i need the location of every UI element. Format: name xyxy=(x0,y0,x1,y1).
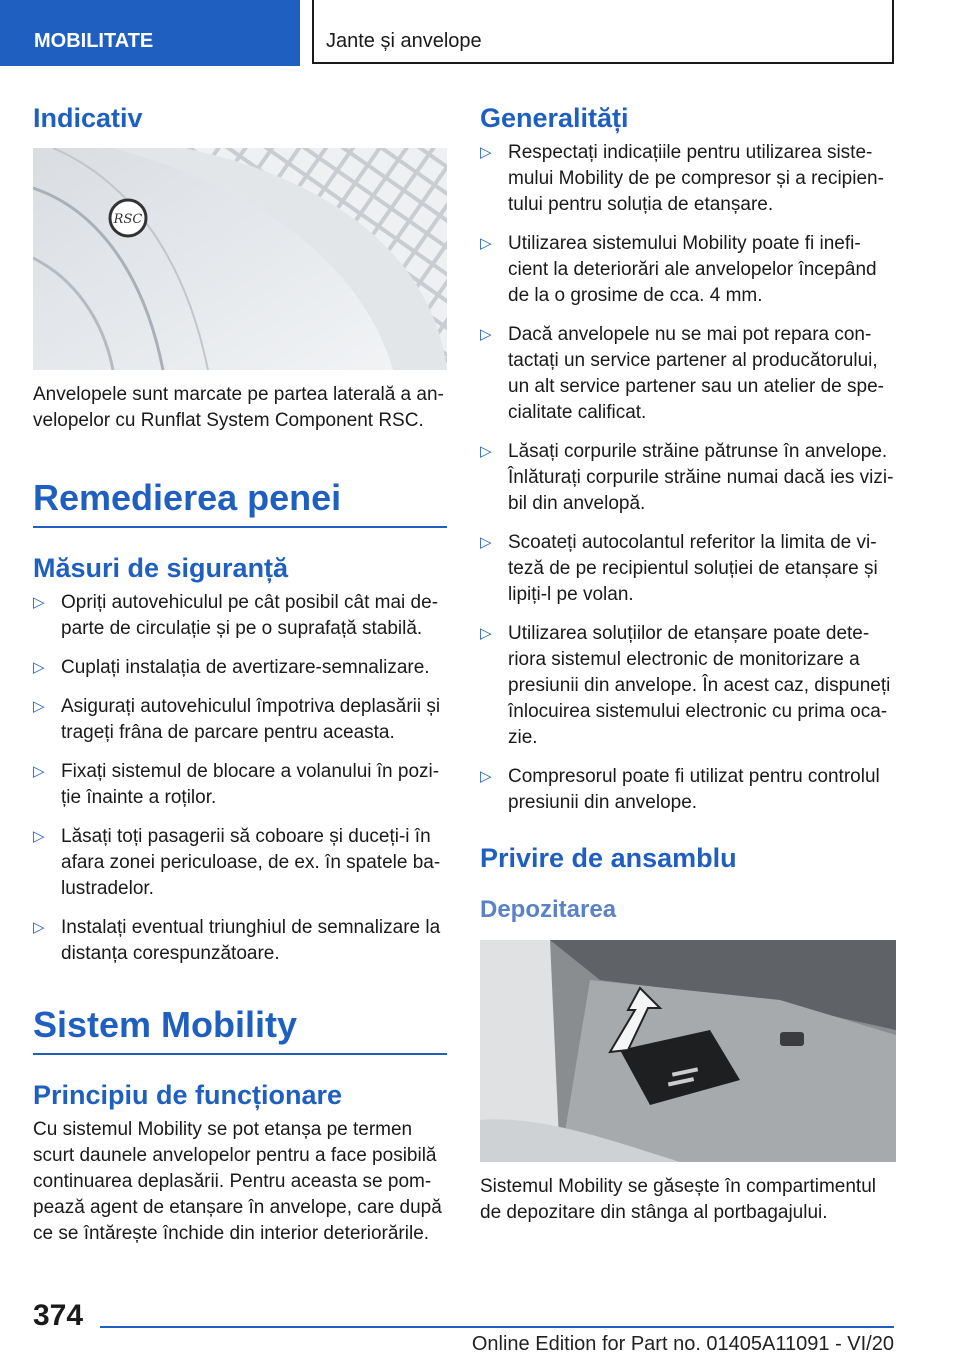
footer-divider xyxy=(100,1326,894,1328)
right-column xyxy=(480,100,896,1226)
list-item: ▷ Lăsați corpurile străine pătrunse în anvelope. Înlăturați corpurile străine numai dacă ies vizi‐bil din anvelopă. xyxy=(480,441,894,514)
principiu-body: Cu sistemul Mobility se pot etanșa pe termen scurt daunele anvelopelor pentru a face posibilă continuarea deplasării. Pentru aceasta se pom‐pează agent de etanșare în anvelope, care după ce se întărește închide din interior deteriorările. xyxy=(33,1119,442,1244)
list-item: ▷ Instalați eventual triunghiul de semnalizare la distanța corespunzătoare. xyxy=(33,917,441,964)
triangle-bullet-icon: ▷ xyxy=(33,828,45,845)
heading-sistem-mobility: Sistem Mobility xyxy=(33,1003,447,1055)
svg-text:RSC: RSC xyxy=(113,212,143,227)
triangle-bullet-icon: ▷ xyxy=(480,235,492,252)
page-number: 374 xyxy=(33,1299,84,1332)
footer-edition: Online Edition for Part no. 01405A11091 - VI/20 xyxy=(471,1333,894,1355)
list-item: ▷ Scoateți autocolantul referitor la limita de vi‐teză de pe recipientul soluției de etanșare și lipiți-l pe volan. xyxy=(480,532,878,605)
indicativ-caption: Anvelopele sunt marcate pe partea laterală a an‐velopelor cu Runflat System Component RSC. xyxy=(33,384,444,431)
chapter-title: Jante și anvelope xyxy=(312,0,894,64)
list-item: ▷ Cuplați instalația de avertizare-semnalizare. xyxy=(33,655,447,681)
tire-sidewall-image xyxy=(33,148,447,370)
triangle-bullet-icon: ▷ xyxy=(33,698,45,715)
list-item: ▷ Dacă anvelopele nu se mai pot repara con‐tactați un service partener al producătorului, un alt service partener sau un atelier de spe‐cialitate calificat. xyxy=(480,324,884,423)
heading-principiu-de-functionare: Principiu de funcționare xyxy=(33,1080,343,1110)
trunk-illustration xyxy=(480,940,896,1162)
triangle-bullet-icon: ▷ xyxy=(33,763,45,780)
heading-remedierea-penei: Remedierea penei xyxy=(33,476,447,528)
triangle-bullet-icon: ▷ xyxy=(480,144,492,161)
list-item: ▷ Asigurați autovehiculul împotriva deplasării și trageți frâna de parcare pentru aceasta. xyxy=(33,696,441,743)
triangle-bullet-icon: ▷ xyxy=(480,625,492,642)
list-item: ▷ Lăsați toți pasagerii să coboare și duceți-i în afara zonei periculoase, de ex. în spatele ba‐lustradelor. xyxy=(33,826,441,899)
list-item: ▷ Utilizarea sistemului Mobility poate fi inefi‐cient la deteriorări ale anvelopelor începând de la o grosime de cca. 4 mm. xyxy=(480,233,877,306)
section-tab: MOBILITATE xyxy=(0,0,300,66)
heading-depozitarea: Depozitarea xyxy=(480,896,617,923)
triangle-bullet-icon: ▷ xyxy=(33,594,45,611)
triangle-bullet-icon: ▷ xyxy=(480,326,492,343)
left-column xyxy=(33,100,447,1247)
triangle-bullet-icon: ▷ xyxy=(33,919,45,936)
heading-indicativ: Indicativ xyxy=(33,103,143,133)
list-item: ▷ Opriți autovehiculul pe cât posibil cât mai de‐parte de circulație și pe o suprafață stabilă. xyxy=(33,592,439,639)
heading-generalitati: Generalități xyxy=(480,103,629,133)
page-header xyxy=(0,0,960,66)
list-item: ▷ Compresorul poate fi utilizat pentru controlul presiunii din anvelope. xyxy=(480,766,880,813)
list-item: ▷ Respectați indicațiile pentru utilizarea siste‐mului Mobility de pe compresor și a recipien‐tului pentru soluția de etanșare. xyxy=(480,142,884,215)
trunk-storage-image xyxy=(480,940,896,1162)
heading-privire-de-ansamblu: Privire de ansamblu xyxy=(480,843,737,873)
list-item: ▷ Utilizarea soluțiilor de etanșare poate dete‐riora sistemul electronic de monitorizare a presiunii din anvelope. În acest caz, dispuneți înlocuirea sistemului electronic cu prima oca‐zie. xyxy=(480,623,891,748)
heading-masuri-de-siguranta: Măsuri de siguranță xyxy=(33,553,289,583)
masuri-list xyxy=(33,590,447,967)
list-item: ▷ Fixați sistemul de blocare a volanului în pozi‐ție înainte a roților. xyxy=(33,761,440,808)
triangle-bullet-icon: ▷ xyxy=(480,534,492,551)
triangle-bullet-icon: ▷ xyxy=(480,443,492,460)
triangle-bullet-icon: ▷ xyxy=(480,768,492,785)
tire-illustration xyxy=(33,148,447,370)
generalitati-list xyxy=(480,140,896,816)
depozitarea-caption: Sistemul Mobility se găsește în compartimentul de depozitare din stânga al portbagajului. xyxy=(480,1176,876,1223)
triangle-bullet-icon: ▷ xyxy=(33,659,45,676)
